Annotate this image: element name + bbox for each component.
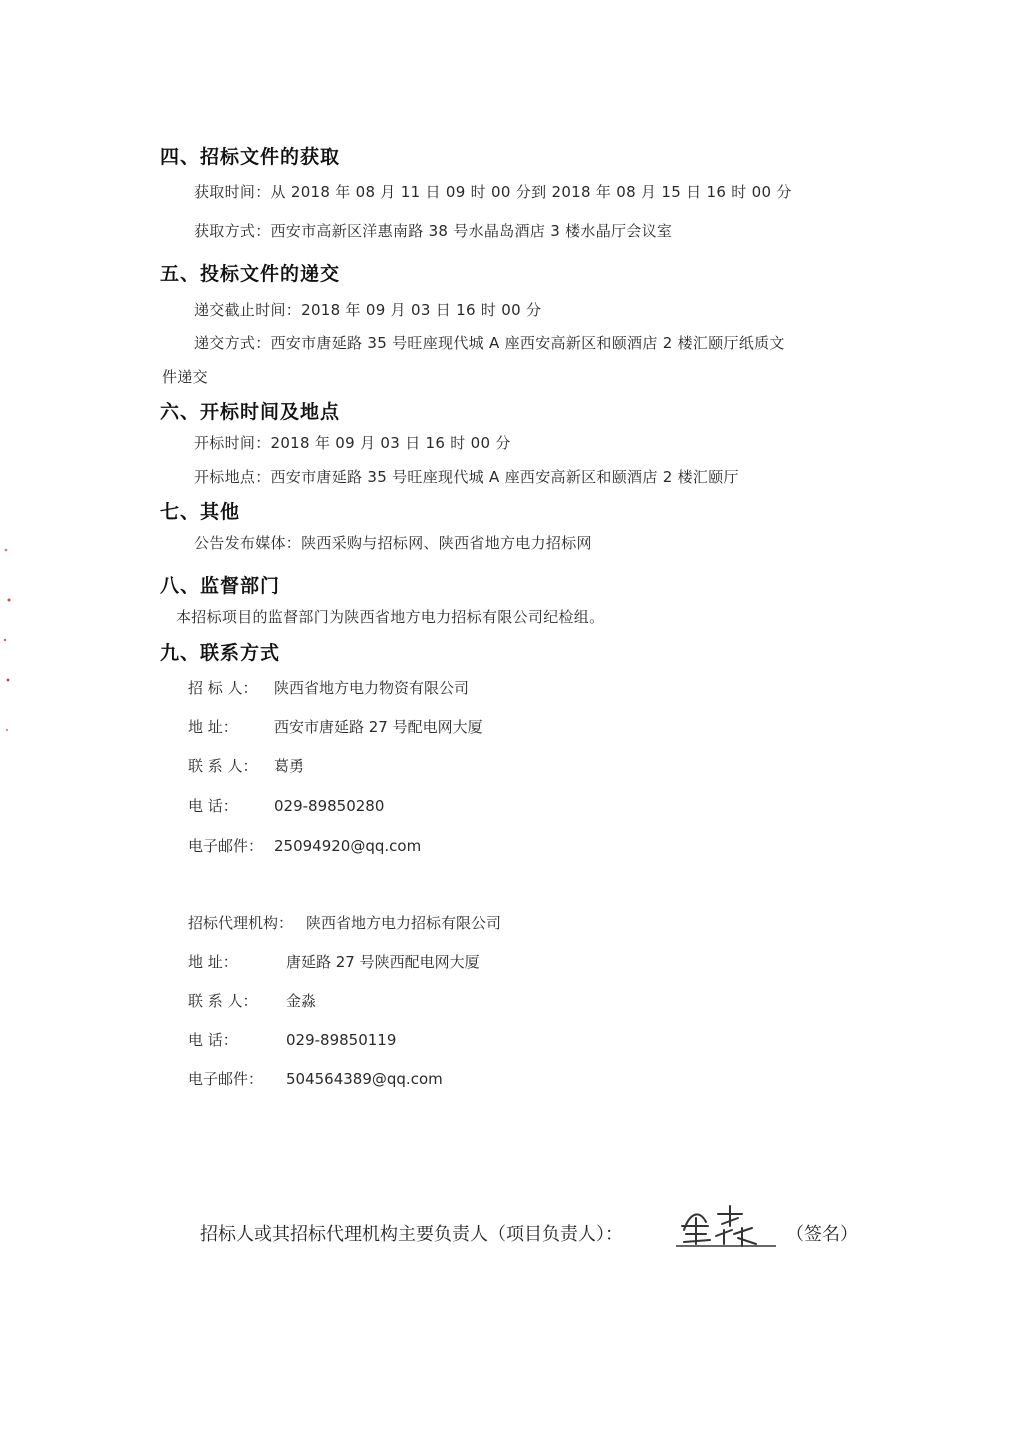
s5-method-line-1: 递交方式：西安市唐延路 35 号旺座现代城 A 座西安高新区和颐酒店 2 楼汇颐厅纸质文 bbox=[194, 334, 785, 352]
agency-phone-value: 029-89850119 bbox=[286, 1031, 397, 1049]
tenderer-email-value: 25094920@qq.com bbox=[274, 837, 422, 855]
handwritten-signature bbox=[672, 1200, 782, 1250]
agency-email-row bbox=[188, 1068, 443, 1089]
signature-suffix: （签名） bbox=[786, 1224, 858, 1245]
s6-place: 开标地点：西安市唐延路 35 号旺座现代城 A 座西安高新区和颐酒店 2 楼汇颐厅 bbox=[194, 468, 739, 486]
s5-deadline: 递交截止时间：2018 年 09 月 03 日 16 时 00 分 bbox=[194, 301, 542, 319]
section-4-heading: 四、招标文件的获取 bbox=[160, 146, 341, 168]
scan-artifact-marks bbox=[0, 540, 20, 760]
agency-contact-row bbox=[188, 990, 316, 1011]
tenderer-contact-row bbox=[188, 755, 304, 776]
agency-phone-row bbox=[188, 1029, 396, 1050]
agency-email-label: 电子邮件： bbox=[188, 1070, 264, 1088]
tenderer-email-label: 电子邮件： bbox=[188, 837, 264, 855]
s5-method-line-2: 件递交 bbox=[162, 368, 208, 386]
tenderer-address-label: 地 址： bbox=[188, 718, 238, 736]
tenderer-label: 招 标 人： bbox=[188, 679, 258, 697]
agency-address-label: 地 址： bbox=[188, 953, 238, 971]
agency-address-row bbox=[188, 951, 480, 972]
tenderer-phone-value: 029-89850280 bbox=[274, 797, 385, 815]
tenderer-phone-row bbox=[188, 795, 384, 816]
agency-label: 招标代理机构： bbox=[188, 914, 294, 932]
s4-time: 获取时间：从 2018 年 08 月 11 日 09 时 00 分到 2018 年 08 月 15 日 16 时 00 分 bbox=[194, 183, 792, 201]
section-8-heading: 八、监督部门 bbox=[160, 575, 281, 597]
signature-prefix: 招标人或其招标代理机构主要负责人（项目负责人）： bbox=[200, 1224, 623, 1245]
tenderer-contact-value: 葛勇 bbox=[274, 757, 305, 775]
agency-email-value: 504564389@qq.com bbox=[286, 1070, 443, 1088]
agency-phone-label: 电 话： bbox=[188, 1031, 238, 1049]
section-6-heading: 六、开标时间及地点 bbox=[160, 401, 341, 423]
agency-value: 陕西省地方电力招标有限公司 bbox=[306, 914, 502, 932]
tenderer-address-value: 西安市唐延路 27 号配电网大厦 bbox=[274, 718, 483, 736]
agency-contact-label: 联 系 人： bbox=[188, 992, 258, 1010]
tenderer-phone-label: 电 话： bbox=[188, 797, 238, 815]
section-7-heading: 七、其他 bbox=[160, 501, 241, 523]
agency-address-value: 唐延路 27 号陕西配电网大厦 bbox=[286, 953, 480, 971]
tenderer-row bbox=[188, 677, 469, 698]
s7-media: 公告发布媒体：陕西采购与招标网、陕西省地方电力招标网 bbox=[194, 534, 592, 552]
s6-time: 开标时间：2018 年 09 月 03 日 16 时 00 分 bbox=[194, 434, 511, 452]
section-5-heading: 五、投标文件的递交 bbox=[160, 263, 341, 285]
s4-method: 获取方式：西安市高新区洋惠南路 38 号水晶岛酒店 3 楼水晶厅会议室 bbox=[194, 222, 673, 240]
tenderer-contact-label: 联 系 人： bbox=[188, 757, 258, 775]
tenderer-email-row bbox=[188, 835, 421, 856]
tenderer-value: 陕西省地方电力物资有限公司 bbox=[274, 679, 470, 697]
agency-row bbox=[188, 912, 501, 933]
agency-contact-value: 金淼 bbox=[286, 992, 317, 1010]
section-9-heading: 九、联系方式 bbox=[160, 642, 281, 664]
s8-text: 本招标项目的监督部门为陕西省地方电力招标有限公司纪检组。 bbox=[176, 608, 605, 626]
tenderer-address-row bbox=[188, 716, 483, 737]
